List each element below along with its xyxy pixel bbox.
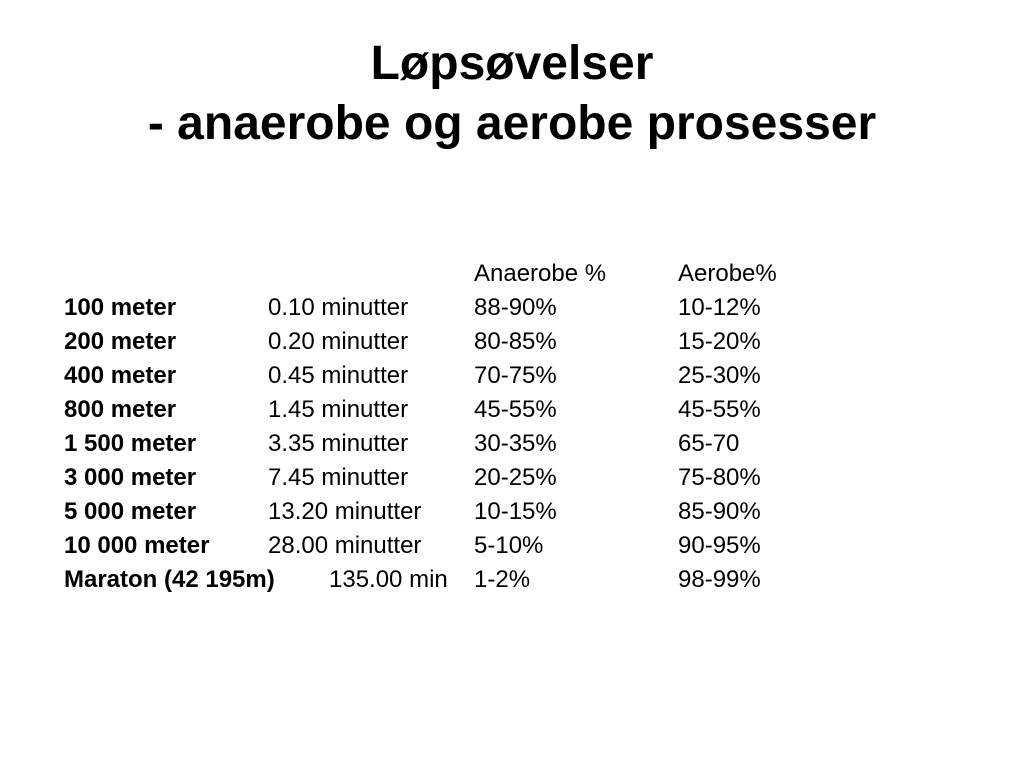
- distance-cell: 400 meter: [64, 362, 177, 389]
- anaerobe-cell: 70-75%: [474, 362, 557, 389]
- distance-cell: 800 meter: [64, 396, 177, 423]
- slide-title-line-2: - anaerobe og aerobe prosesser: [147, 97, 877, 150]
- aerobe-cell: 90-95%: [678, 532, 761, 559]
- time-cell: 1.45 minutter: [268, 396, 409, 423]
- time-cell: 28.00 minutter: [268, 532, 422, 559]
- distance-cell: 1 500 meter: [64, 430, 197, 457]
- time-cell: 0.45 minutter: [268, 362, 409, 389]
- column-header-aerobe: Aerobe%: [678, 260, 777, 287]
- distance-cell: 5 000 meter: [64, 498, 197, 525]
- aerobe-cell: 25-30%: [678, 362, 761, 389]
- anaerobe-cell: 20-25%: [474, 464, 557, 491]
- distance-cell: 200 meter: [64, 328, 177, 355]
- time-cell: 0.20 minutter: [268, 328, 409, 355]
- anaerobe-cell: 1-2%: [474, 566, 531, 593]
- anaerobe-cell: 10-15%: [474, 498, 557, 525]
- aerobe-cell: 85-90%: [678, 498, 761, 525]
- aerobe-cell: 15-20%: [678, 328, 761, 355]
- time-cell: 135.00 min: [329, 566, 448, 593]
- anaerobe-cell: 88-90%: [474, 294, 557, 321]
- time-cell: 13.20 minutter: [268, 498, 422, 525]
- anaerobe-cell: 30-35%: [474, 430, 557, 457]
- time-cell: 7.45 minutter: [268, 464, 409, 491]
- slide-title: [0, 34, 1024, 154]
- aerobe-cell: 45-55%: [678, 396, 761, 423]
- aerobe-cell: 65-70: [678, 430, 740, 457]
- time-cell: 3.35 minutter: [268, 430, 409, 457]
- aerobe-cell: 75-80%: [678, 464, 761, 491]
- anaerobe-cell: 80-85%: [474, 328, 557, 355]
- distance-cell: 10 000 meter: [64, 532, 210, 559]
- anaerobe-cell: 45-55%: [474, 396, 557, 423]
- slide-title-line-1: Løpsøvelser: [370, 37, 654, 90]
- distance-cell: 100 meter: [64, 294, 177, 321]
- aerobe-cell: 10-12%: [678, 294, 761, 321]
- time-cell: 0.10 minutter: [268, 294, 409, 321]
- distance-cell: Maraton (42 195m): [64, 566, 275, 593]
- column-header-anaerobe: Anaerobe %: [474, 260, 607, 287]
- aerobe-cell: 98-99%: [678, 566, 761, 593]
- distance-cell: 3 000 meter: [64, 464, 197, 491]
- anaerobe-cell: 5-10%: [474, 532, 544, 559]
